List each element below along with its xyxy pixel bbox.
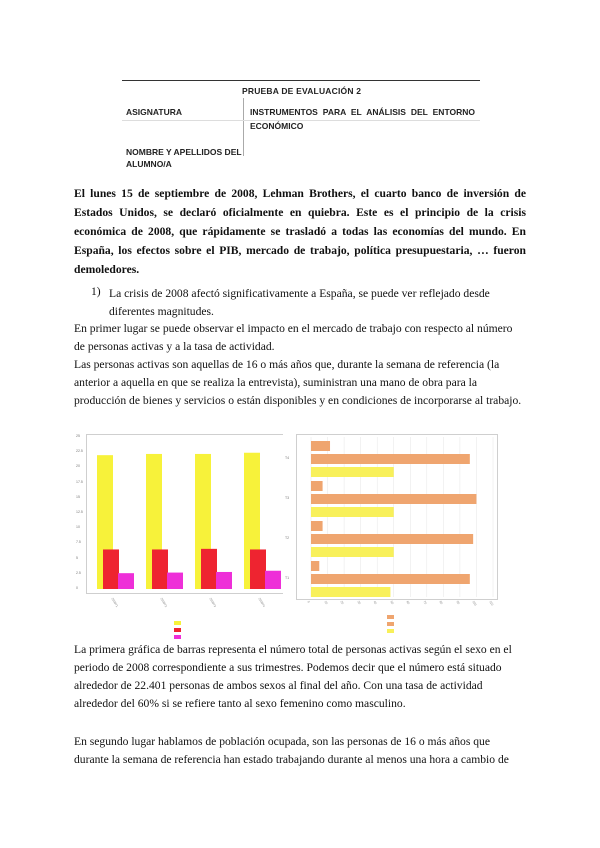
hbar-2008T4-s2 [311,454,470,464]
paragraph-chart-commentary: La primera gráfica de barras representa el número total de personas activas según el sexo en el periodo de 2008 correspondiente a sus trimestres. Podemos decir que el número está situado alrededor de 22.401 personas de ambos sexos al final del año. Con una tasa de actividad alrededor del 60% si se refiere tanto al sexo femenino como masculino. [74,643,512,710]
list-item-text: La crisis de 2008 afectó significativamente a España, se puede ver reflejado desde diferentes magnitudes. [109,287,490,318]
y-tick-label: 22.5 [76,449,83,454]
active-population-bar-chart [74,413,286,643]
legend-swatch-orange-2 [387,622,394,626]
student-name-label: NOMBRE Y APELLIDOS DEL ALUMNO/A [126,147,242,169]
legend-swatch-yellow [174,621,181,625]
hbar-2008T1-s2 [311,574,470,584]
bar-2008T1-s2 [103,549,119,589]
paragraph-labor-market: En primer lugar se puede observar el impacto en el mercado de trabajo con respecto al número de personas activas y a la tasa de actividad. [74,322,513,353]
hbar-2008T2-s2 [311,534,473,544]
y-tick-label: 25 [76,433,80,438]
header-column-divider [243,98,244,156]
x-tick-label: 80 [438,600,445,605]
x-tick-label: 70 [422,600,428,605]
header-title: PRUEBA DE EVALUACIÓN 2 [242,86,362,96]
chart2-legend [387,613,396,634]
bar-2008T3-s2 [201,549,217,589]
y-tick-label: 10 [76,525,80,530]
chart2-plot-area [296,434,498,600]
hbar-2008T4-s3 [311,467,394,477]
y-category-label: T1 [285,576,290,580]
bar-2008T2-s2 [152,549,168,589]
list-item-number: 1) [91,285,101,298]
paragraph-active-persons: Las personas activas son aquellas de 16 o más años que, durante la semana de referencia (la anterior a aquella en que se realiza la entrevista), suministran una mano de obra para la producción de bienes y servicios o están disponibles y en condiciones de incorporarse al trabajo. [74,358,522,407]
subject-label: ASIGNATURA [126,107,183,117]
hbar-2008T4-s1 [311,441,330,451]
bar-2008T1-s3 [118,573,134,589]
y-tick-label: 12.5 [76,509,83,514]
y-tick-label: 2.5 [76,570,81,575]
x-tick-label: 0 [306,600,311,604]
x-tick-label: 2008T3 [208,597,218,608]
subject-value: INSTRUMENTOS PARA EL ANÁLISIS DEL ENTORNO ECONÓMICO [250,107,475,131]
x-tick-label: 90 [455,600,461,605]
x-tick-label: 30 [356,600,362,605]
legend-swatch-magenta [174,635,181,639]
y-category-label: T4 [285,456,290,460]
bar-2008T3-s3 [216,572,232,589]
bar-2008T2-s3 [167,573,183,589]
legend-swatch-orange-1 [387,615,394,619]
hbar-2008T3-s1 [311,481,323,491]
legend-swatch-red [174,628,181,632]
legend-swatch-yellow [387,629,394,633]
x-tick-label: 10 [323,600,329,605]
chart2-svg [297,435,497,599]
hbar-2008T1-s3 [311,587,390,597]
hbar-2008T1-s1 [311,561,319,571]
x-tick-label: 2008T4 [257,597,267,608]
x-tick-label: 50 [389,600,395,605]
x-tick-label: 20 [339,600,345,605]
intro-paragraph: El lunes 15 de septiembre de 2008, Lehman Brothers, el cuarto banco de inversión de Estados Unidos, se declaró oficialmente en quiebra. Este es el principio de la crisis económica de 2008, que rápidamente se trasladó a todas las economías del mundo. En España, los efectos sobre el PIB, mercado de trabajo, política presupuestaria, … fueron demoledores. [74,187,526,276]
hbar-2008T3-s2 [311,494,476,504]
bar-2008T4-s3 [265,571,281,589]
x-tick-label: 2008T2 [159,597,169,608]
chart1-plot-area [86,434,284,594]
x-tick-label: 100 [471,600,478,607]
y-category-label: T3 [285,496,290,500]
x-tick-label: 110 [488,600,495,607]
y-tick-label: 7.5 [76,540,81,545]
y-tick-label: 20 [76,464,80,469]
x-tick-label: 2008T1 [110,597,120,608]
hbar-2008T2-s3 [311,547,394,557]
chart1-legend [174,619,183,640]
hbar-2008T2-s1 [311,521,323,531]
activity-rate-bar-chart [283,416,501,640]
y-tick-label: 17.5 [76,479,83,484]
header-top-rule [122,80,480,81]
paragraph-employed-population: En segundo lugar hablamos de población ocupada, son las personas de 16 o más años que durante la semana de referencia han estado trabajando durante al menos una hora a cambio de [74,735,509,766]
y-tick-label: 0 [76,586,78,590]
x-tick-label: 60 [405,600,411,605]
x-tick-label: 40 [372,600,378,605]
y-category-label: T2 [285,536,290,540]
y-tick-label: 15 [76,494,80,499]
y-tick-label: 5 [76,555,78,560]
hbar-2008T3-s3 [311,507,394,517]
bar-2008T4-s2 [250,549,266,589]
chart1-svg [87,435,283,593]
